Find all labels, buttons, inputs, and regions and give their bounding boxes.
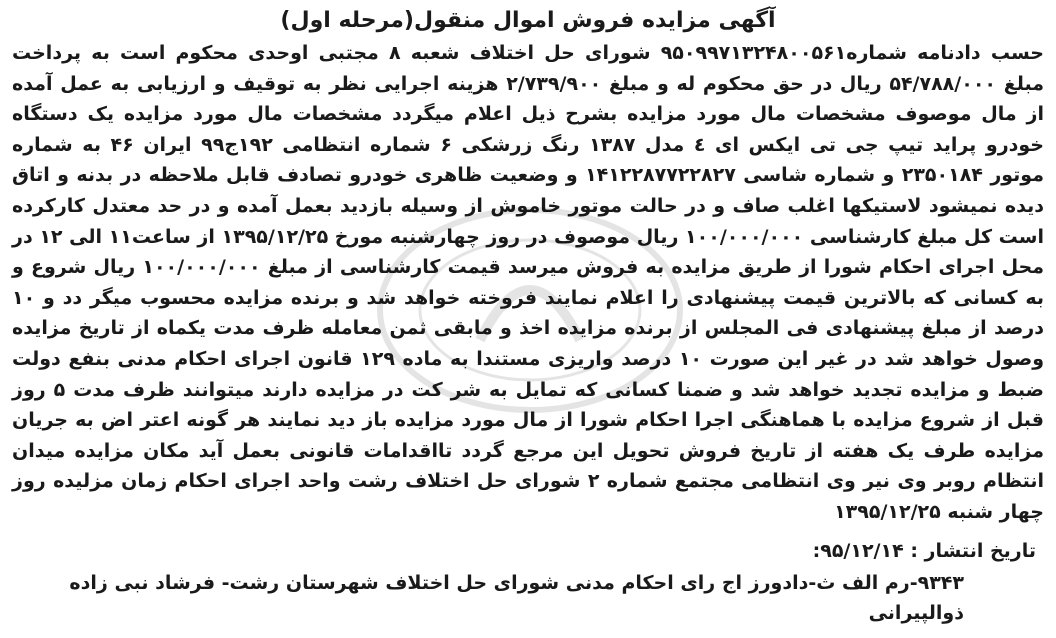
publish-date: تاریخ انتشار : ۹۵/۱۲/۱۴:: [812, 539, 1036, 562]
notice-signature: ۹۳۴۳-رم الف ث-دادورز اج رای احکام مدنی شورای حل اختلاف شهرستان رشت- فرشاد نبی زاده ذوالپیرانی: [69, 571, 964, 624]
notice-title: آگهی مزایده فروش اموال منقول(مرحله اول): [280, 8, 776, 33]
notice-body: حسب دادنامه شماره۹۵۰۹۹۷۱۳۲۴۸۰۰۵۶۱ شورای حل اختلاف شعبه ۸ مجتبی اوحدی محکوم است به پرداخت مبلغ ۵۴/۷۸۸/۰۰۰ ریال در حق محکوم له و مبلغ ۲/۷۳۹/۹۰۰ هزینه اجرایی نظر به توقیف و ارزیابی به عمل آمده از مال موصوف مشخصات مال مورد مزایده بشرح ذیل اعلام میگردد مشخصات مال مورد مزایده یک دستگاه خودرو پراید تیپ جی تی ایکس ای ٤ مدل ۱۳۸۷ رنگ زرشکی ۶ شماره انتظامی ۱۹۲ج۹۹ ایران ۴۶ به شماره موتور ۲۳۵۰۱۸۴ و شماره شاسی ۱۴۱۲۲۸۷۷۲۲۸۲۷ و وضعیت ظاهری خودرو تصادف قابل ملاحظه در بدنه و اتاق دیده نمیشود لاستیکها اغلب صاف و در حالت موتور خاموش از وسیله بازدید بعمل آمده و در حد معتدل کارکرده است کل مبلغ کارشناسی ۱۰۰/۰۰۰/۰۰۰ ریال موصوف در روز چهارشنبه مورخ ۱۳۹۵/۱۲/۲۵ از ساعت۱۱ الی ۱۲ در محل اجرای احکام شورا از طریق مزایده به فروش میرسد قیمت کارشناسی از مبلغ ۱۰۰/۰۰۰/۰۰۰ ریال شروع و به کسانی که بالاترین قیمت پیشنهادی را اعلام نمایند فروخته خواهد شد و برنده مزایده محسوب میگر دد و ۱۰ درصد از مبلغ پیشنهادی فی المجلس از برنده مزایده اخذ و مابقی ثمن معامله ظرف مدت یکماه از تاریخ مزایده وصول خواهد شد در غیر این صورت ۱۰ درصد واریزی مستندا به ماده ۱۲۹ قانون اجرای احکام مدنی بنفع دولت ضبط و مزایده تجدید خواهد شد و ضمنا کسانی که تمایل به شر کت در مزایده دارند میتوانند ظرف مدت ۵ روز قبل از شروع مزایده با هماهنگی اجرا احکام شورا از مال مورد مزایده باز دید نمایند هر گونه اعتر اض به جریان مزایده طرف یک هفته از تاریخ فروش تحویل این مرجع گردد تااقدامات قانونی بعمل آید مکان مزایده میدان انتظام روبر وی نیر وی انتظامی مجتمع شماره ۲ شورای حل اختلاف رشت واحد اجرای احکام زمان مزلیده روز چهار شنبه ۱۳۹۵/۱۲/۲۵: [12, 42, 1045, 523]
